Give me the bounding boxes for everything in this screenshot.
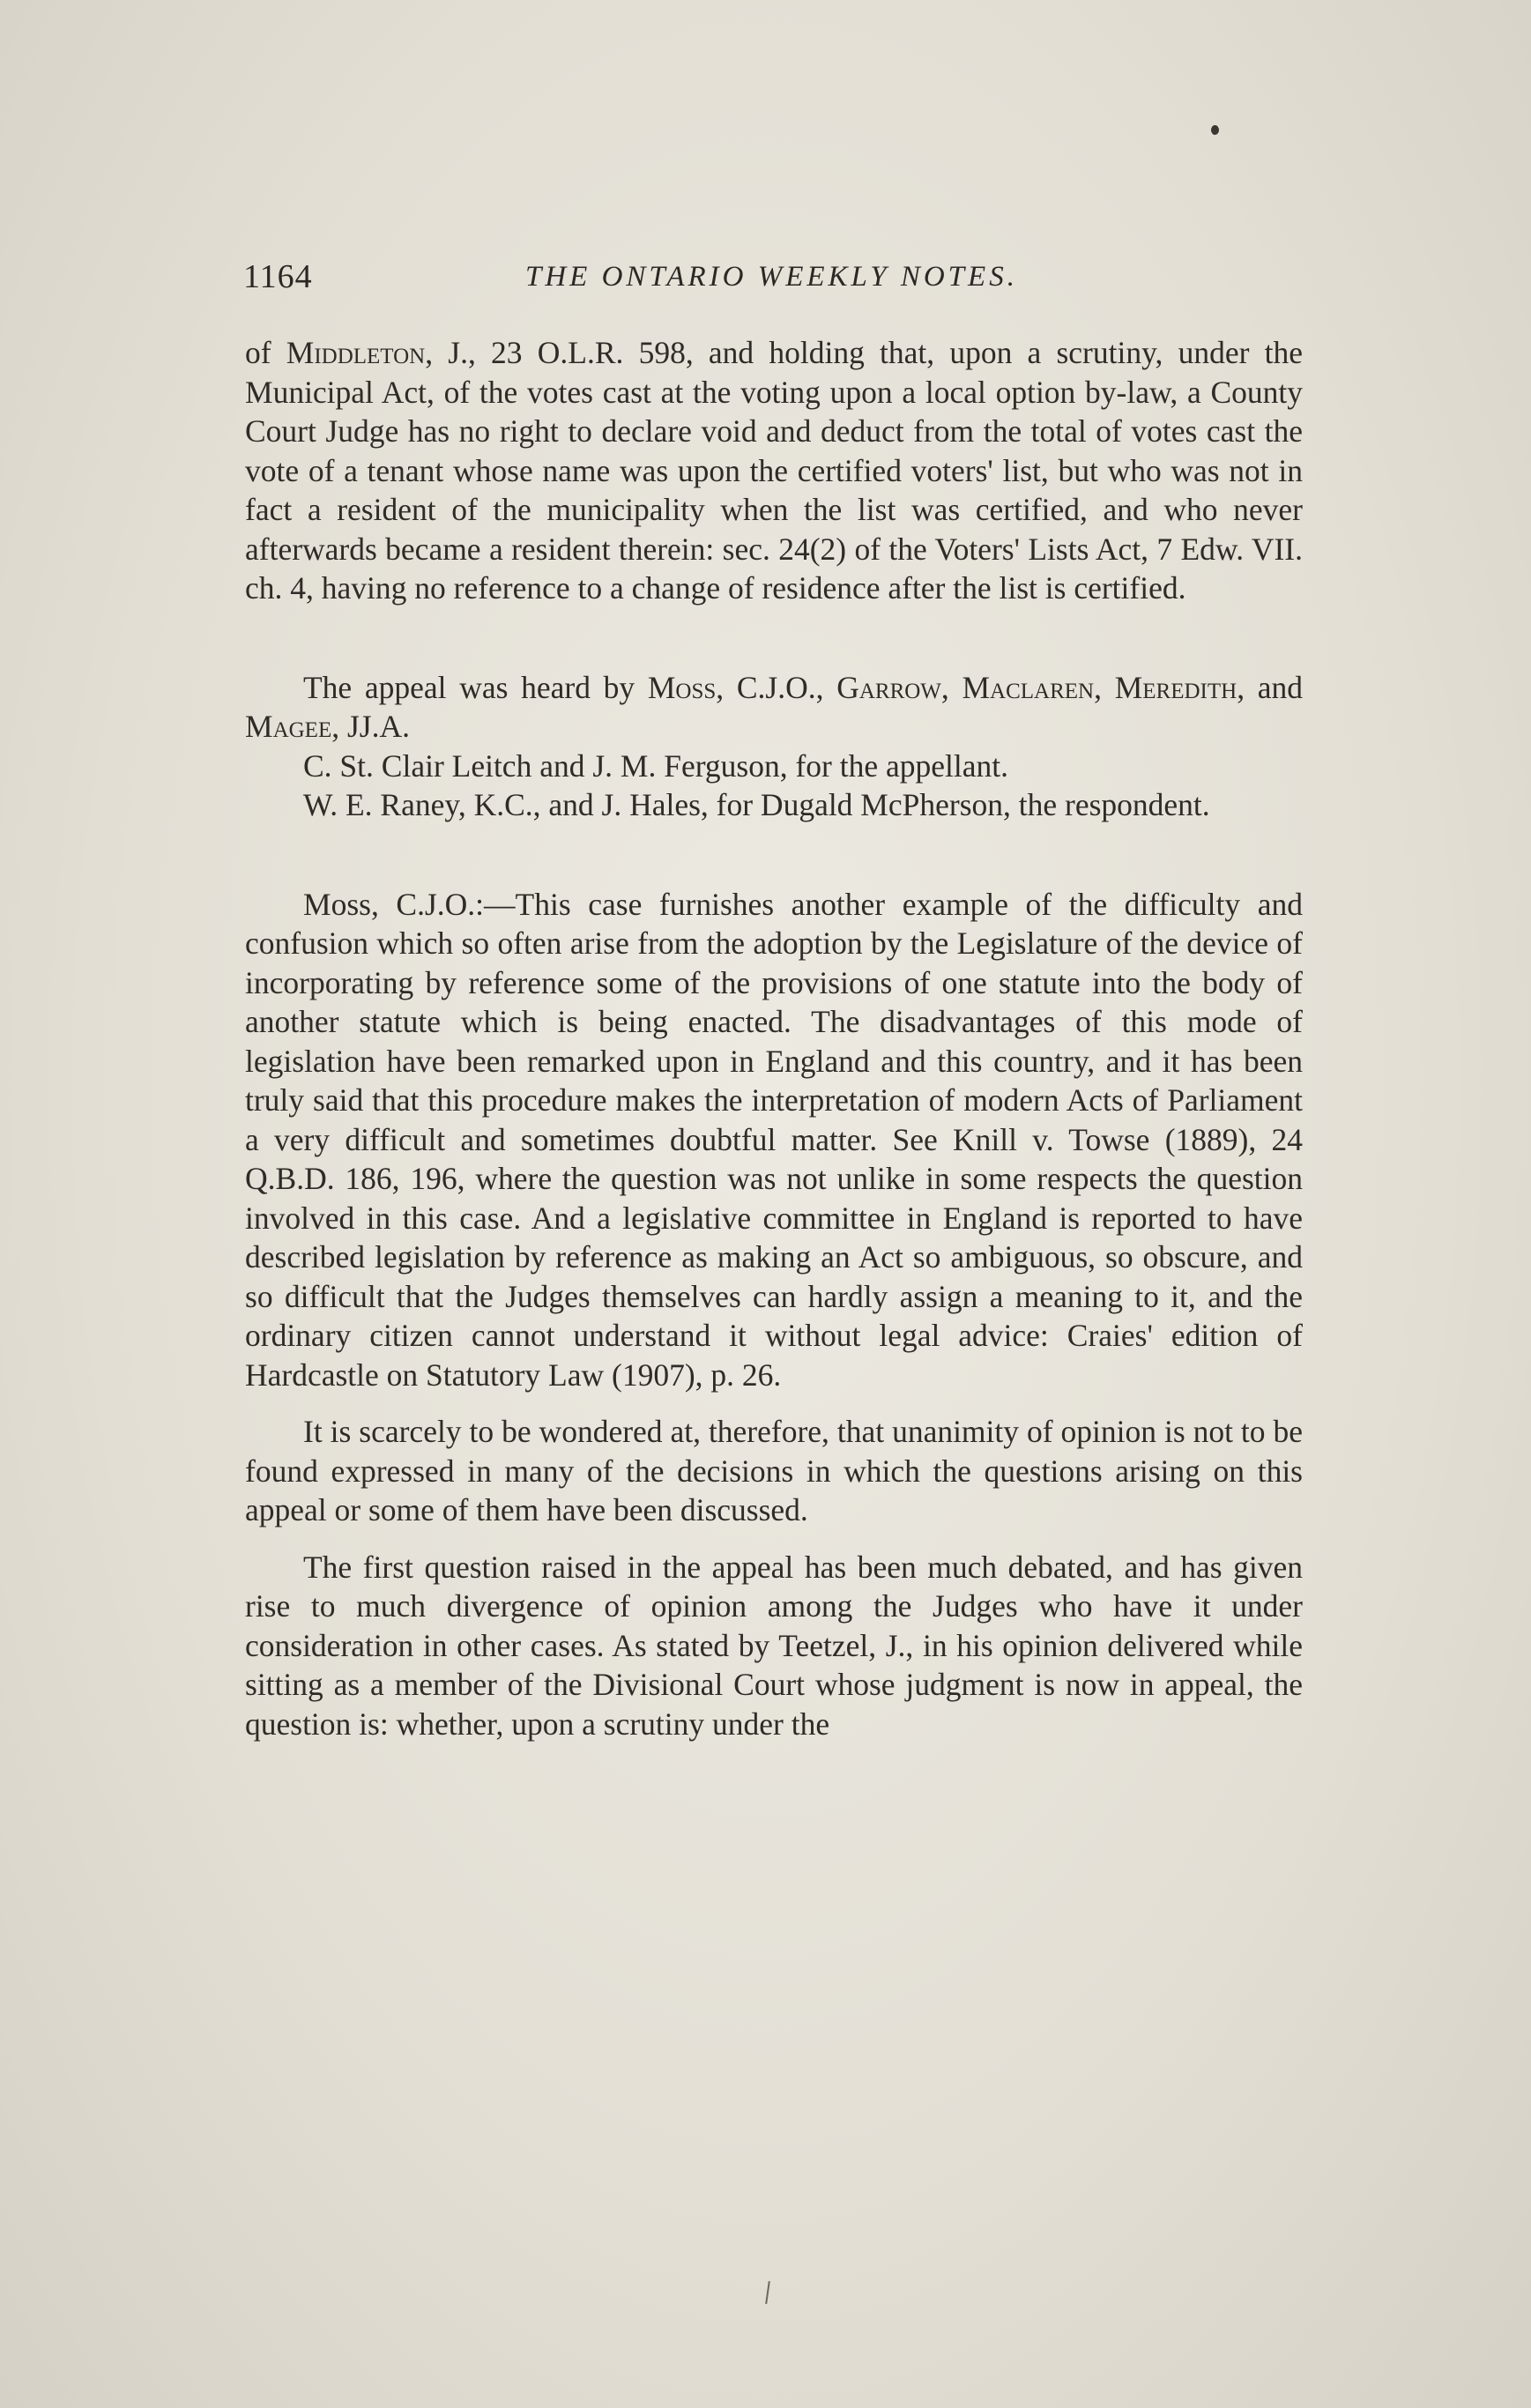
hearing-separator: , and (1237, 669, 1304, 705)
hearing-separator: , (1094, 669, 1115, 705)
page-header (243, 257, 1310, 301)
judge-name: Middleton (286, 335, 426, 370)
judge-name: Magee (245, 709, 332, 744)
body-text (245, 333, 1303, 1743)
headnote-text: , J., 23 O.L.R. 598, and holding that, upon a scrutiny, under the Municipal Act, of the votes cast at the voting upon a local option by-law, a County Court Judge has no right to declare void and deduct from the total of votes cast the vote of a tenant whose name was upon the certified voters' list, but who was not in fact a resident of the municipality when the list was certified, and who never afterwards became a resident therein: sec. 24(2) of the Voters' Lists Act, 7 Edw. VII. ch. 4, having no reference to a change of residence after the list is certified. (245, 335, 1303, 606)
opinion-text: —This case furnishes another example of the difficulty and confusion which so often arise from the adoption by the Legislature of the device of incorporating by reference some of the provisions of one statute into the body of another statute which is being enacted. The disadvantages of this mode of legislation have been remarked upon in England and this country, and it has been truly said that this procedure makes the interpretation of modern Acts of Parliament a very difficult and sometimes doubtful matter. See Knill v. Towse (1889), 24 Q.B.D. 186, 196, where the question was not unlike in some respects the question involved in this case. And a legislative committee in England is reported to have described legislation by reference as making an Act so ambiguous, so obscure, and so difficult that the Judges themselves can hardly assign a meaning to it, and the ordinary citizen cannot understand it without legal advice: Craies' edition of Hardcastle on Statutory Law (1907), p. 26. (245, 886, 1303, 1393)
opinion-paragraph-1 (245, 885, 1303, 1395)
opinion-paragraph-3: The first question raised in the appeal has been much debated, and has given rise to much divergence of opinion among the Judges who have it under consideration in other cases. As stated by Teetzel, J., in his opinion delivered while sitting as a member of the Divisional Court whose judgment is now in appeal, the question is: whether, upon a scrutiny under the (245, 1549, 1303, 1742)
judge-name: Garrow (836, 669, 941, 705)
opinion-speaker-suffix: , C.J.O.: (370, 886, 485, 922)
page-number: 1164 (243, 258, 313, 295)
judge-name: Maclaren (962, 669, 1095, 705)
judge-name: Meredith (1114, 669, 1237, 705)
hearing-suffix: , JJ.A. (331, 709, 410, 744)
ink-mark (765, 2281, 770, 2304)
running-head: THE ONTARIO WEEKLY NOTES. (525, 261, 1018, 293)
counsel-respondent: W. E. Raney, K.C., and J. Hales, for Dugald McPherson, the respondent. (303, 787, 1210, 822)
headnote-lead: of (245, 335, 286, 370)
counsel-appellant: C. St. Clair Leitch and J. M. Ferguson, for the appellant. (303, 747, 1008, 784)
hearing-separator: , C.J.O., (716, 669, 837, 705)
ink-speck (1211, 125, 1219, 135)
headnote-paragraph (245, 333, 1303, 608)
judge-name: Moss (647, 669, 717, 705)
hearing-paragraph (245, 668, 1303, 747)
opinion-speaker: Moss (303, 886, 371, 922)
opinion-paragraph-2: It is scarcely to be wondered at, therefore, that unanimity of opinion is not to be found expressed in many of the decisions in which the questions arising on this appeal or some of them have been discussed. (245, 1414, 1303, 1527)
hearing-prefix: The appeal was heard by (303, 669, 648, 705)
hearing-separator: , (940, 669, 962, 705)
